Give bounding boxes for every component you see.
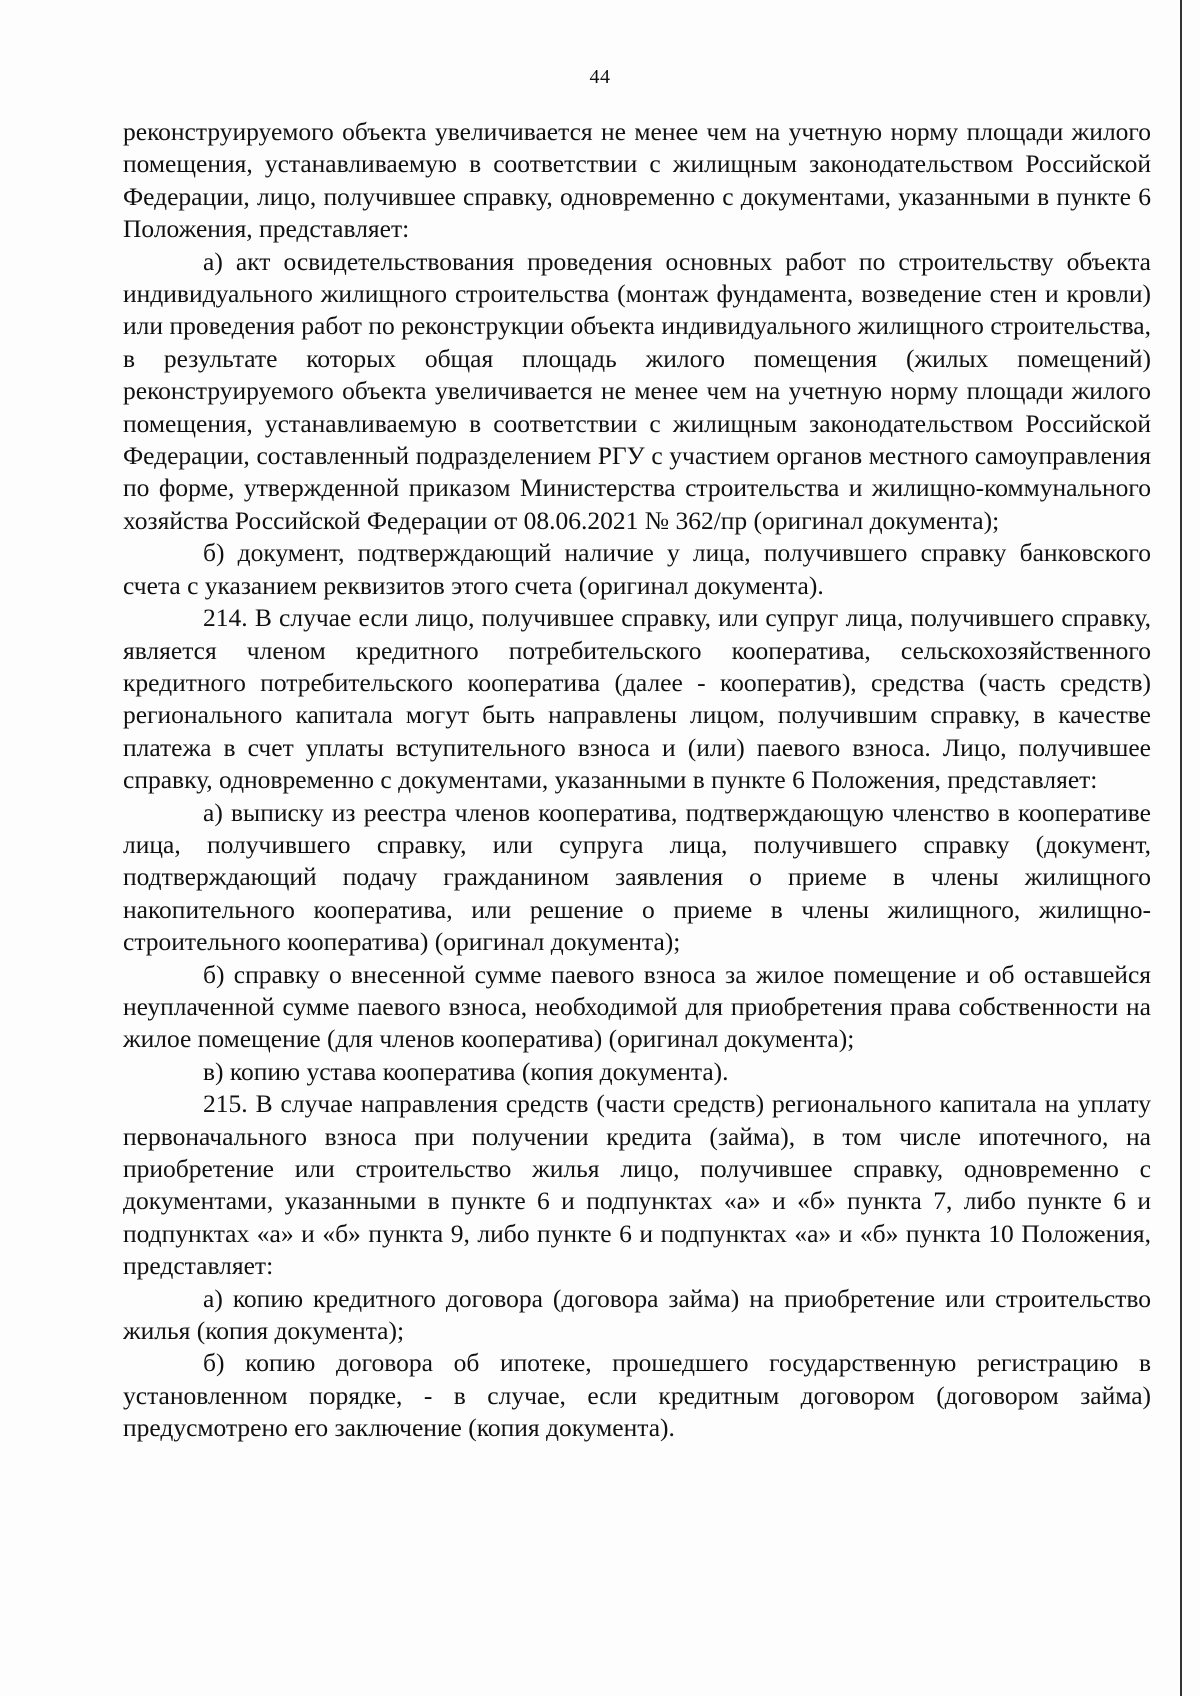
paragraph-215: 215. В случае направления средств (части средств) регионального капитала на уплату первоначального взноса при получении кредита (займа), в том числе ипотечного, на приобретение или строительство жилья лицо, получившее справку, одновременно с документами, указанными в пункте 6 и подпунктах «а» и «б» пункта 7, либо пункте 6 и подпунктах «а» и «б» пункта 9, либо пункте 6 и подпунктах «а» и «б» пункта 10 Положения, представляет: bbox=[123, 1089, 1151, 1281]
paragraph-215-b: б) копию договора об ипотеке, прошедшего государственную регистрацию в установленном порядке, - в случае, если кредитным договором (договором займа) предусмотрено его заключение (копия документа). bbox=[123, 1348, 1151, 1443]
paragraph-214-a: а) выписку из реестра членов кооператива, подтверждающую членство в кооперативе лица, получившего справку, или супруга лица, получившего справку (документ, подтверждающий подачу гражданином заявления о приеме в члены жилищного накопительного кооператива, или решение о приеме в члены жилищного, жилищно-строительного кооператива) (оригинал документа); bbox=[123, 797, 1151, 957]
paragraph-213-b: б) документ, подтверждающий наличие у лица, получившего справку банковского счета с указанием реквизитов этого счета (оригинал документа). bbox=[123, 538, 1151, 600]
paragraph-215-a: а) копию кредитного договора (договора займа) на приобретение или строительство жилья (копия документа); bbox=[123, 1283, 1151, 1346]
paragraph-214: 214. В случае если лицо, получившее справку, или супруг лица, получившего справку, является членом кредитного потребительского кооператива, сельскохозяйственного кредитного потребительского кооператива (далее - кооператив), средства (часть средств) регионального капитала могут быть направлены лицом, получившим справку, в качестве платежа в счет уплаты вступительного взноса и (или) паевого взноса. Лицо, получившее справку, одновременно с документами, указанными в пункте 6 Положения, представляет: bbox=[123, 603, 1151, 795]
page-edge-line bbox=[1180, 0, 1182, 1696]
paragraph-continuation: реконструируемого объекта увеличивается не менее чем на учетную норму площади жилого помещения, устанавливаемую в соответствии с жилищным законодательством Российской Федерации, лицо, получившее справку, одновременно с документами, указанными в пункте 6 Положения, представляет: bbox=[123, 117, 1151, 244]
paragraph-213-a: а) акт освидетельствования проведения основных работ по строительству объекта индивидуального жилищного строительства (монтаж фундамента, возведение стен и кровли) или проведения работ по реконструкции объекта индивидуального жилищного строительства, в результате которых общая площадь жилого помещения (жилых помещений) реконструируемого объекта увеличивается не менее чем на учетную норму площади жилого помещения, устанавливаемую в соответствии с жилищным законодательством Российской Федерации, составленный подразделением РГУ с участием органов местного самоуправления по форме, утвержденной приказом Министерства строительства и жилищно-коммунального хозяйства Российской Федерации от 08.06.2021 № 362/пр (оригинал документа); bbox=[123, 246, 1151, 535]
paragraph-214-b: б) справку о внесенной сумме паевого взноса за жилое помещение и об оставшейся неуплаченной сумме паевого взноса, необходимой для приобретения права собственности на жилое помещение (для членов кооператива) (оригинал документа); bbox=[123, 959, 1151, 1054]
page-number: 44 bbox=[589, 66, 611, 88]
document-body bbox=[123, 116, 1151, 1445]
paragraph-214-c: в) копию устава кооператива (копия документа). bbox=[203, 1056, 729, 1086]
